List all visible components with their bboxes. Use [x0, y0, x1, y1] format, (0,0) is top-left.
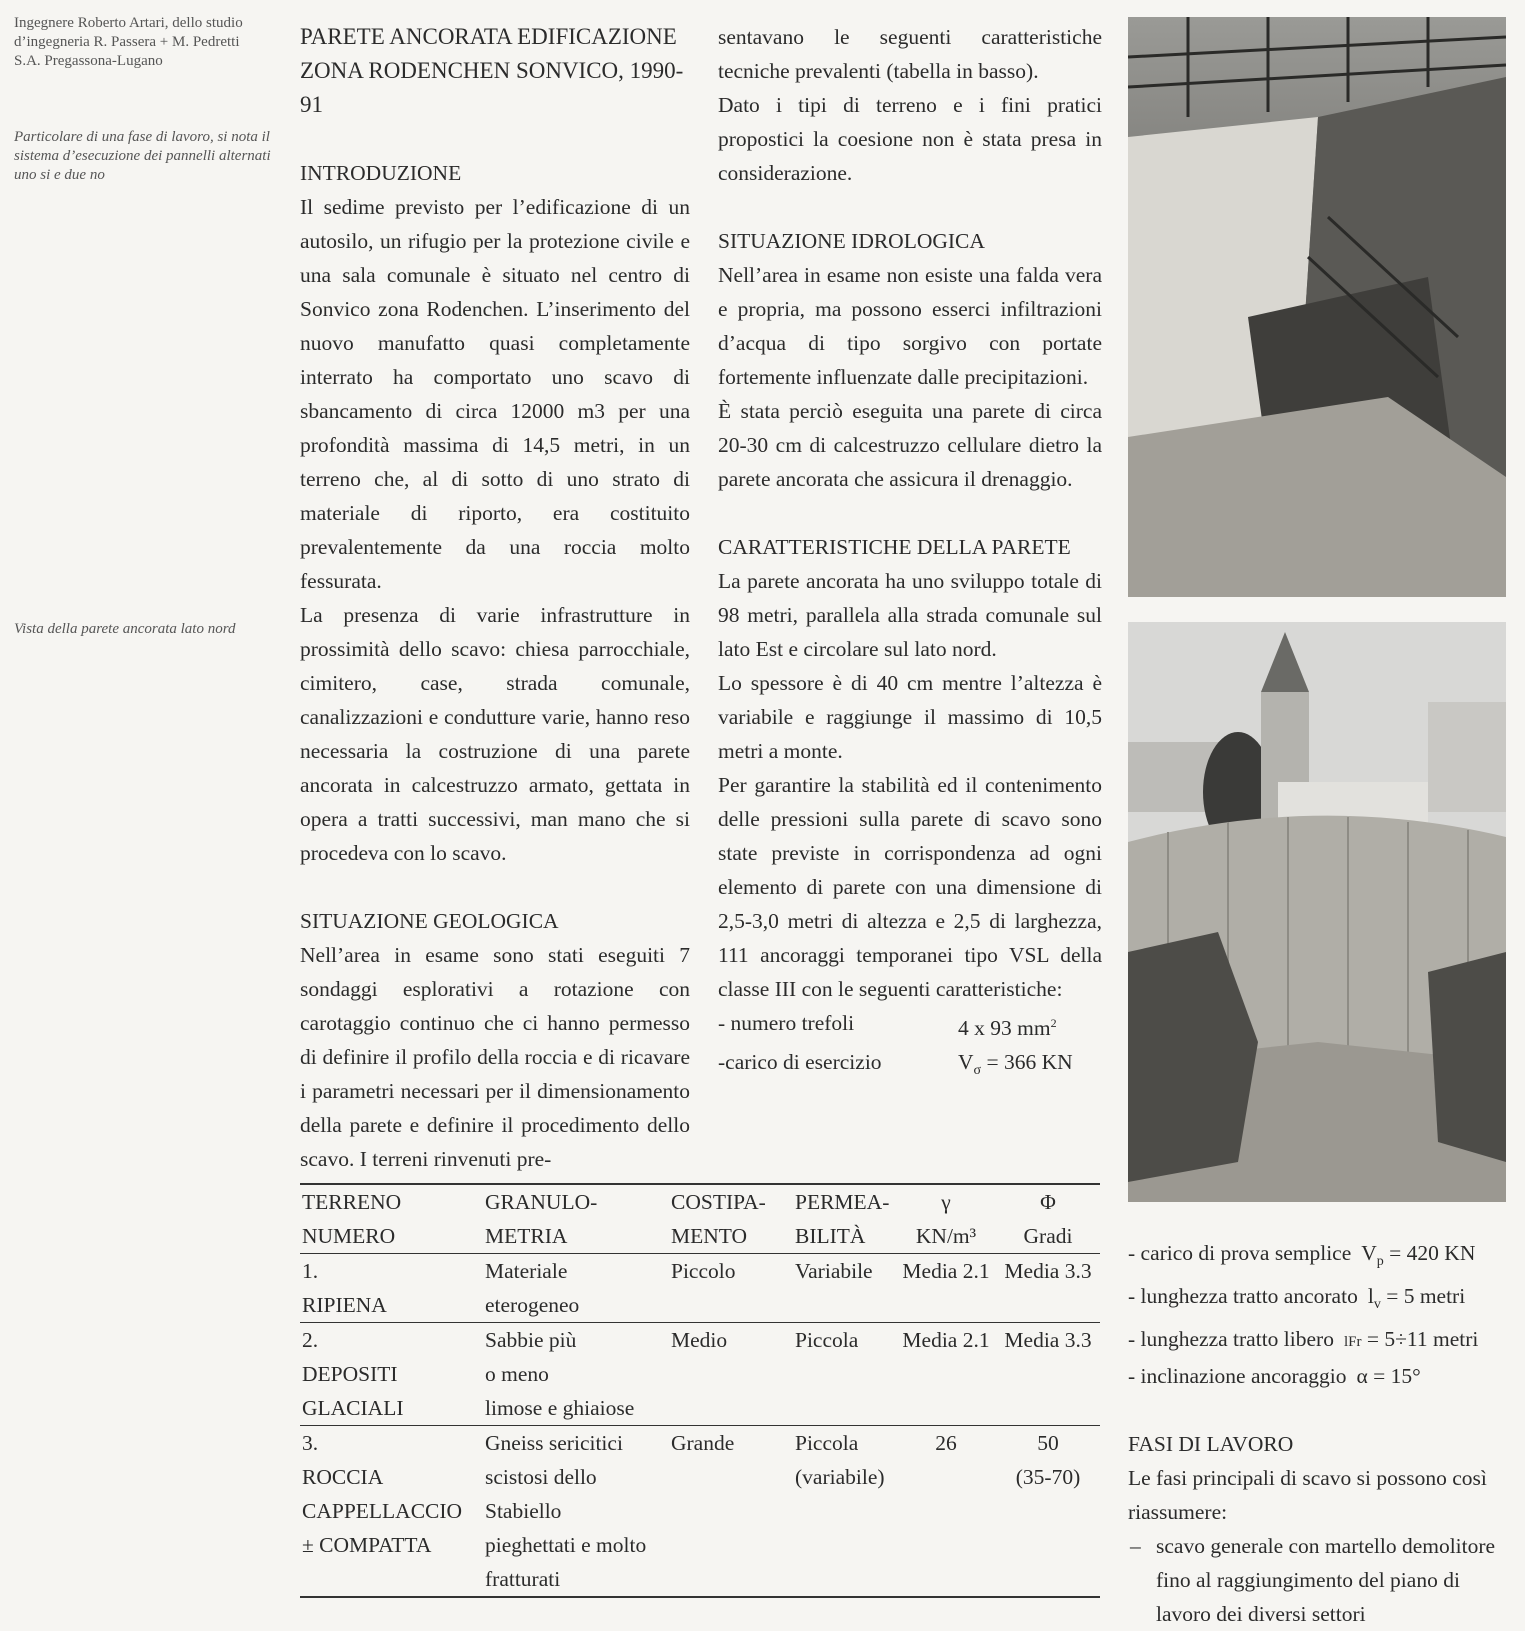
table-header-cell: Φ Gradi — [1023, 1190, 1073, 1248]
table-cell: 2. DEPOSITI GLACIALI — [302, 1328, 404, 1420]
table-header-row — [300, 1184, 1100, 1254]
table-header-cell: PERMEA- BILITÀ — [795, 1190, 890, 1248]
table-cell: Variabile — [795, 1259, 873, 1283]
table-header-cell: GRANULO- METRIA — [485, 1190, 598, 1248]
table-row — [300, 1426, 1100, 1598]
heading-fasi-di-lavoro: FASI DI LAVORO — [1128, 1432, 1294, 1456]
spec-label: - lunghezza tratto ancorato — [1128, 1284, 1358, 1308]
spec-value: $V_p = 420$ KN — [1361, 1241, 1476, 1269]
spec-row — [1128, 1236, 1506, 1279]
paragraph: La presenza di varie infrastrutture in prossimità dello scavo: chiesa parrocchiale, cimitero, case, strada comunale, canalizzazioni e condutture varie, hanno reso necessaria la costruzione di una parete ancorata in calcestruzzo armato, gettata in opera a tratti successivi, man mano che si procedeva con lo scavo. — [300, 603, 690, 865]
heading-situazione-geologica: SITUAZIONE GEOLOGICA — [300, 909, 559, 933]
phase-list — [1128, 1529, 1506, 1631]
paragraph: Nell’area in esame non esiste una falda vera e propria, ma possono esserci infiltrazioni d’acqua di tipo sorgivo con portate fortemente influenzate dalle precipitazioni. — [718, 263, 1102, 389]
spec-value: α = 15° — [1356, 1364, 1421, 1388]
photo-north-wall-image — [1128, 622, 1506, 1202]
photo-caption-2: Vista della parete ancorata lato nord — [14, 621, 236, 637]
spec-value: 4 x 93 $mm^2$ — [958, 1016, 1057, 1040]
table-row — [300, 1323, 1100, 1426]
paragraph: Dato i tipi di terreno e i fini pratici propostici la coesione non è stata presa in considerazione. — [718, 93, 1102, 185]
photo-north-wall — [1128, 622, 1506, 1202]
text-column-1 — [300, 20, 690, 1176]
spec-value: $l_v = 5$ metri — [1367, 1284, 1466, 1312]
text-column-3 — [1128, 1236, 1506, 1631]
photo-caption-1: Particolare di una fase di lavoro, si nota il sistema d’esecuzione dei pannelli alternati uno si e due no — [14, 129, 271, 183]
paragraph: Il sedime previsto per l’edificazione di un autosilo, un rifugio per la protezione civile e una sala comunale è situato nel centro di Sonvico zona Rodenchen. L’inserimento del nuovo manufatto quasi completamente interrato ha comportato uno scavo di sbancamento di circa 12000 m3 per una profondità massima di 14,5 metri, in un terreno che, al di sotto di uno strato di materiale di riporto, era costituito prevalentemente da una roccia molto fessurata. — [300, 195, 690, 593]
spec-label: - inclinazione ancoraggio — [1128, 1364, 1347, 1388]
spec-row — [1128, 1279, 1506, 1322]
table-row — [300, 1254, 1100, 1323]
paragraph: Nell’area in esame sono stati eseguiti 7 sondaggi esplorativi a rotazione con carotaggio continuo che ci hanno permesso di definire il profilo della roccia e di ricavare i parametri necessari per il dimensionamento della parete e definire il procedimento dello scavo. I terreni rinvenuti pre- — [300, 943, 690, 1171]
table-header-cell: γ KN/m³ — [915, 1190, 977, 1248]
heading-introduzione: INTRODUZIONE — [300, 161, 462, 185]
text-column-2 — [718, 20, 1102, 1088]
heading-caratteristiche-parete: CARATTERISTICHE DELLA PARETE — [718, 535, 1071, 559]
spec-label: - lunghezza tratto libero — [1128, 1327, 1334, 1351]
table-cell: Piccola — [795, 1328, 859, 1352]
photo-construction-phase-image — [1128, 17, 1506, 597]
soil-properties-table — [300, 1183, 1100, 1598]
table-cell: Grande — [671, 1431, 735, 1455]
spec-value: lFr = 5÷11 metri — [1343, 1327, 1479, 1351]
spec-label: - carico di prova semplice — [1128, 1241, 1352, 1265]
table-cell: Materiale eterogeneo — [485, 1259, 580, 1317]
spec-row — [1128, 1322, 1506, 1359]
table-cell: 1. RIPIENA — [302, 1259, 387, 1317]
table-cell: Media 2.1 — [902, 1259, 990, 1283]
paragraph: Per garantire la stabilità ed il contenimento delle pressioni sulla parete di scavo sono state previste in corrispondenza ad ogni elemento di parete con una dimensione di 2,5-3,0 metri di altezza e 2,5 di larghezza, 111 ancoraggi temporanei tipo VSL della classe III con le seguenti caratteristiche: — [718, 773, 1102, 1001]
table-cell: Gneiss sericitici scistosi dello Stabiello pieghettati e molto fratturati — [485, 1431, 647, 1591]
paragraph: È stata perciò eseguita una parete di circa 20-30 cm di calcestruzzo cellulare dietro la parete ancorata che assicura il drenaggio. — [718, 399, 1102, 491]
paragraph: La parete ancorata ha uno sviluppo totale di 98 metri, parallela alla strada comunale sul lato Est e circolare sul lato nord. — [718, 569, 1102, 661]
spec-label: -carico di esercizio — [718, 1050, 882, 1074]
paragraph: Lo spessore è di 40 cm mentre l’altezza è variabile e raggiunge il massimo di 10,5 metri a monte. — [718, 671, 1102, 763]
table-cell: Media 2.1 — [902, 1328, 990, 1352]
photo-construction-phase — [1128, 17, 1506, 597]
article-title: PARETE ANCORATA EDIFICAZIONE ZONA RODENCHEN SONVICO, 1990-91 — [300, 24, 684, 117]
table-header-cell: TERRENO NUMERO — [302, 1190, 402, 1248]
table-cell: 50 (35-70) — [1015, 1431, 1081, 1489]
spec-row — [718, 1006, 1102, 1045]
table-cell: Media 3.3 — [1004, 1328, 1092, 1352]
spec-value: $V_\sigma = 366$ KN — [958, 1050, 1073, 1078]
paragraph: Le fasi principali di scavo si possono così riassumere: — [1128, 1466, 1487, 1524]
table-header-cell: COSTIPA- MENTO — [671, 1190, 766, 1248]
table-cell: 26 — [935, 1431, 957, 1455]
table-cell: Sabbie più o meno limose e ghiaiose — [485, 1328, 635, 1420]
table-cell: Piccola (variabile) — [795, 1431, 885, 1489]
heading-situazione-idrologica: SITUAZIONE IDROLOGICA — [718, 229, 985, 253]
paragraph: sentavano le seguenti caratteristiche tecniche prevalenti (tabella in basso). — [718, 25, 1102, 83]
table-cell: 3. ROCCIA CAPPELLACCIO ± COMPATTA — [302, 1431, 463, 1557]
list-item: – scavo generale con martello demolitore fino al raggiungimento del piano di lavoro dei diversi settori — [1128, 1529, 1506, 1631]
spec-row — [718, 1045, 1102, 1088]
spec-label: - numero trefoli — [718, 1011, 855, 1035]
table-cell: Medio — [671, 1328, 728, 1352]
spec-row — [1128, 1359, 1506, 1393]
table-cell: Media 3.3 — [1004, 1259, 1092, 1283]
author-credit: Ingegnere Roberto Artari, dello studio d’ingegneria R. Passera + M. Pedretti S.A. Pregassona-Lugano — [14, 15, 243, 69]
table-cell: Piccolo — [671, 1259, 736, 1283]
